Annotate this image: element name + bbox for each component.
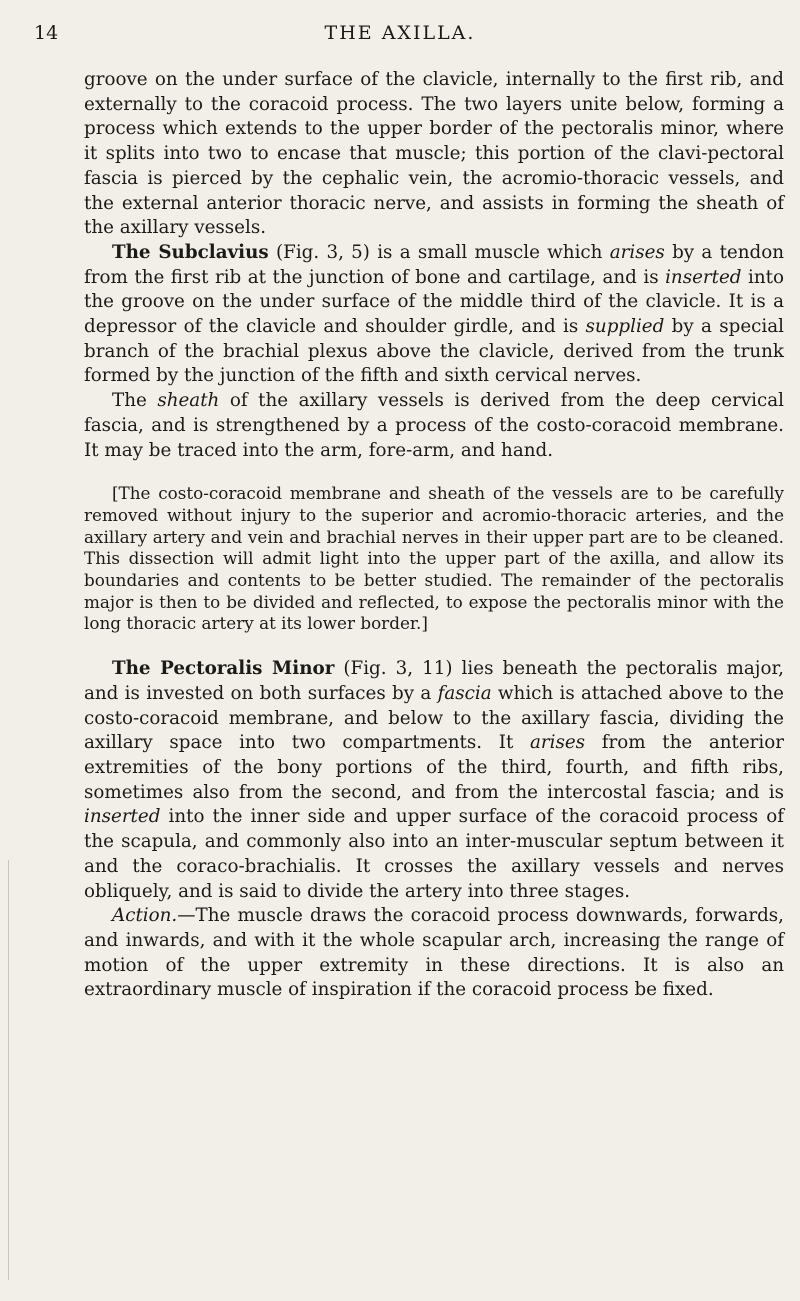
term-sheath: sheath: [157, 390, 220, 412]
running-head: THE AXILLA.: [324, 22, 476, 44]
term-subclavius: The Subclavius: [112, 241, 269, 263]
paragraph-action: Action.—The muscle draws the coracoid process downwards, forwards, and inwards, and with it the whole scapular arch, increasing the range of motion of the upper extremity in these directions. It is also an extraordinary muscle of inspiration if the coracoid process be fixed.: [84, 905, 784, 1001]
term-fascia: fascia: [437, 682, 492, 704]
main-text: [84, 68, 784, 1003]
page-number: 14: [34, 22, 59, 44]
term-action: Action.: [112, 905, 178, 927]
paragraph-clavi-pectoral-fascia: groove on the under surface of the clavicle, internally to the first rib, and externally to the coracoid process. The two layers unite below, forming a process which extends to the upper border of the pectoralis minor, where it splits into two to encase that muscle; this portion of the clavi-pectoral fascia is pierced by the cephalic vein, the acromio-thoracic vessels, and the external anterior thoracic nerve, and assists in forming the sheath of the axillary vessels.: [84, 69, 784, 239]
page-edge-shadow: [8, 860, 9, 1280]
term-inserted: inserted: [665, 266, 742, 288]
page-header: [0, 22, 800, 52]
term-inserted-2: inserted: [84, 806, 161, 828]
term-arises: arises: [609, 241, 665, 263]
paragraph-pectoralis-minor: The Pectoralis Minor (Fig. 3, 11) lies beneath the pectoralis major, and is invested on both surfaces by a fascia which is attached above to the costo-coracoid membrane, and below to the axillary fascia, dividing the axillary space into two compartments. It arises from the anterior extremities of the bony portions of the third, fourth, and fifth ribs, sometimes also from the second, and from the intercostal fascia; and is inserted into the inner side and upper surface of the coracoid process of the scapula, and commonly also into an inter-muscular septum between it and the coraco-brachialis. It crosses the axillary vessels and nerves obliquely, and is said to divide the artery into three stages.: [84, 658, 784, 902]
dissection-note: [The costo-coracoid membrane and sheath of the vessels are to be carefully removed without injury to the superior and acromio-thoracic arteries, and the axillary artery and vein and brachial nerves in their upper part are to be cleaned. This dissection will admit light into the upper part of the axilla, and allow its boundaries and contents to be better studied. The remainder of the pectoralis major is then to be divided and reflected, to expose the pectoralis minor with the long thoracic artery at its lower border.]: [84, 483, 784, 634]
term-pectoralis-minor: The Pectoralis Minor: [112, 658, 335, 680]
paragraph-sheath: The sheath of the axillary vessels is derived from the deep cervical fascia, and is strengthened by a process of the costo-coracoid membrane. It may be traced into the arm, fore-arm, and hand.: [84, 390, 784, 461]
paragraph-subclavius: The Subclavius (Fig. 3, 5) is a small muscle which arises by a tendon from the first rib at the junction of bone and cartilage, and is inserted into the groove on the under surface of the middle third of the clavicle. It is a depressor of the clavicle and shoulder girdle, and is supplied by a special branch of the brachial plexus above the clavicle, derived from the trunk formed by the junction of the fifth and sixth cervical nerves.: [84, 241, 784, 387]
term-supplied: supplied: [585, 316, 665, 338]
term-arises-2: arises: [529, 732, 586, 754]
